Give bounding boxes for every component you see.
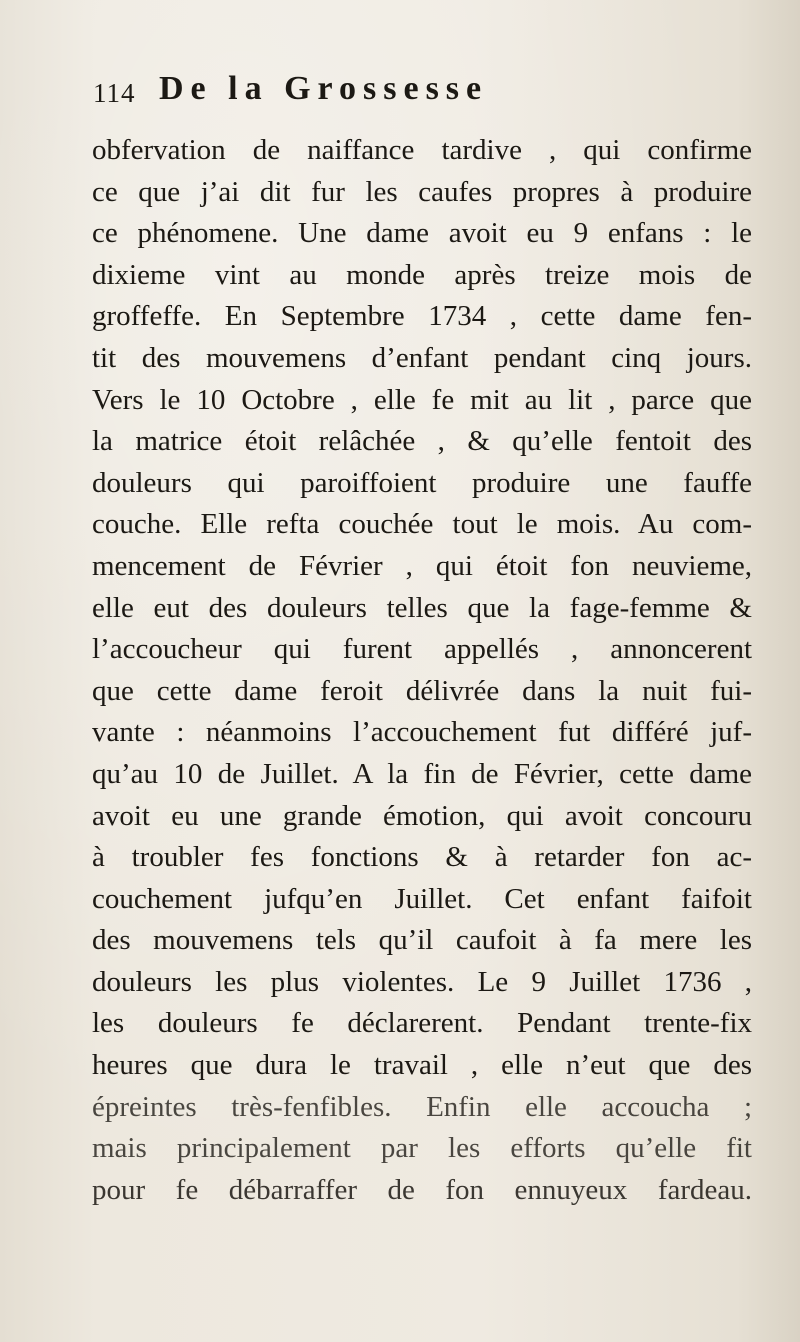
text-line: groffeffe. En Septembre 1734 , cette dame fen- — [92, 300, 752, 333]
page-header — [93, 70, 653, 114]
text-line: couchement jufqu’en Juillet. Cet enfant faifoit — [92, 882, 752, 915]
text-line: couche. Elle refta couchée tout le mois. Au com- — [92, 508, 752, 541]
text-line: ce que j’ai dit fur les caufes propres à produire — [92, 175, 752, 208]
text-line: douleurs qui paroiffoient produire une fauffe — [92, 466, 752, 499]
text-line: mais principalement par les efforts qu’elle fit — [92, 1132, 752, 1165]
text-line: épreintes très-fenfibles. Enfin elle accoucha ; — [92, 1090, 752, 1123]
text-line: douleurs les plus violentes. Le 9 Juillet 1736 , — [92, 965, 752, 998]
text-line: ce phénomene. Une dame avoit eu 9 enfans : le — [92, 217, 752, 250]
text-line: à troubler fes fonctions & à retarder fon ac- — [92, 841, 752, 874]
running-head: De la Grossesse — [159, 70, 489, 107]
text-line: la matrice étoit relâchée , & qu’elle fentoit des — [92, 425, 752, 458]
body-text — [92, 130, 752, 1211]
text-line: mencement de Février , qui étoit fon neuvieme, — [92, 549, 752, 582]
text-line: des mouvemens tels qu’il caufoit à fa mere les — [92, 924, 752, 957]
text-line: avoit eu une grande émotion, qui avoit concouru — [92, 799, 752, 832]
text-line: Vers le 10 Octobre , elle fe mit au lit , parce que — [92, 383, 752, 416]
text-line: vante : néanmoins l’accouchement fut différé juf- — [92, 716, 752, 749]
text-line: tit des mouvemens d’enfant pendant cinq jours. — [92, 341, 752, 374]
text-line: pour fe débarraffer de fon ennuyeux fardeau. — [92, 1173, 752, 1206]
text-line: obfervation de naiffance tardive , qui confirme — [92, 134, 752, 166]
text-line: dixieme vint au monde après treize mois de — [92, 258, 752, 291]
page-number: 114 — [93, 78, 136, 108]
text-line: que cette dame feroit délivrée dans la nuit fui- — [92, 674, 752, 707]
text-line: qu’au 10 de Juillet. A la fin de Février, cette dame — [92, 757, 752, 790]
text-line: l’accoucheur qui furent appellés , annoncerent — [92, 633, 752, 666]
text-line: elle eut des douleurs telles que la fage-femme & — [92, 591, 752, 624]
text-line: les douleurs fe déclarerent. Pendant trente-fix — [92, 1007, 752, 1040]
text-line: heures que dura le travail , elle n’eut que des — [92, 1049, 752, 1082]
